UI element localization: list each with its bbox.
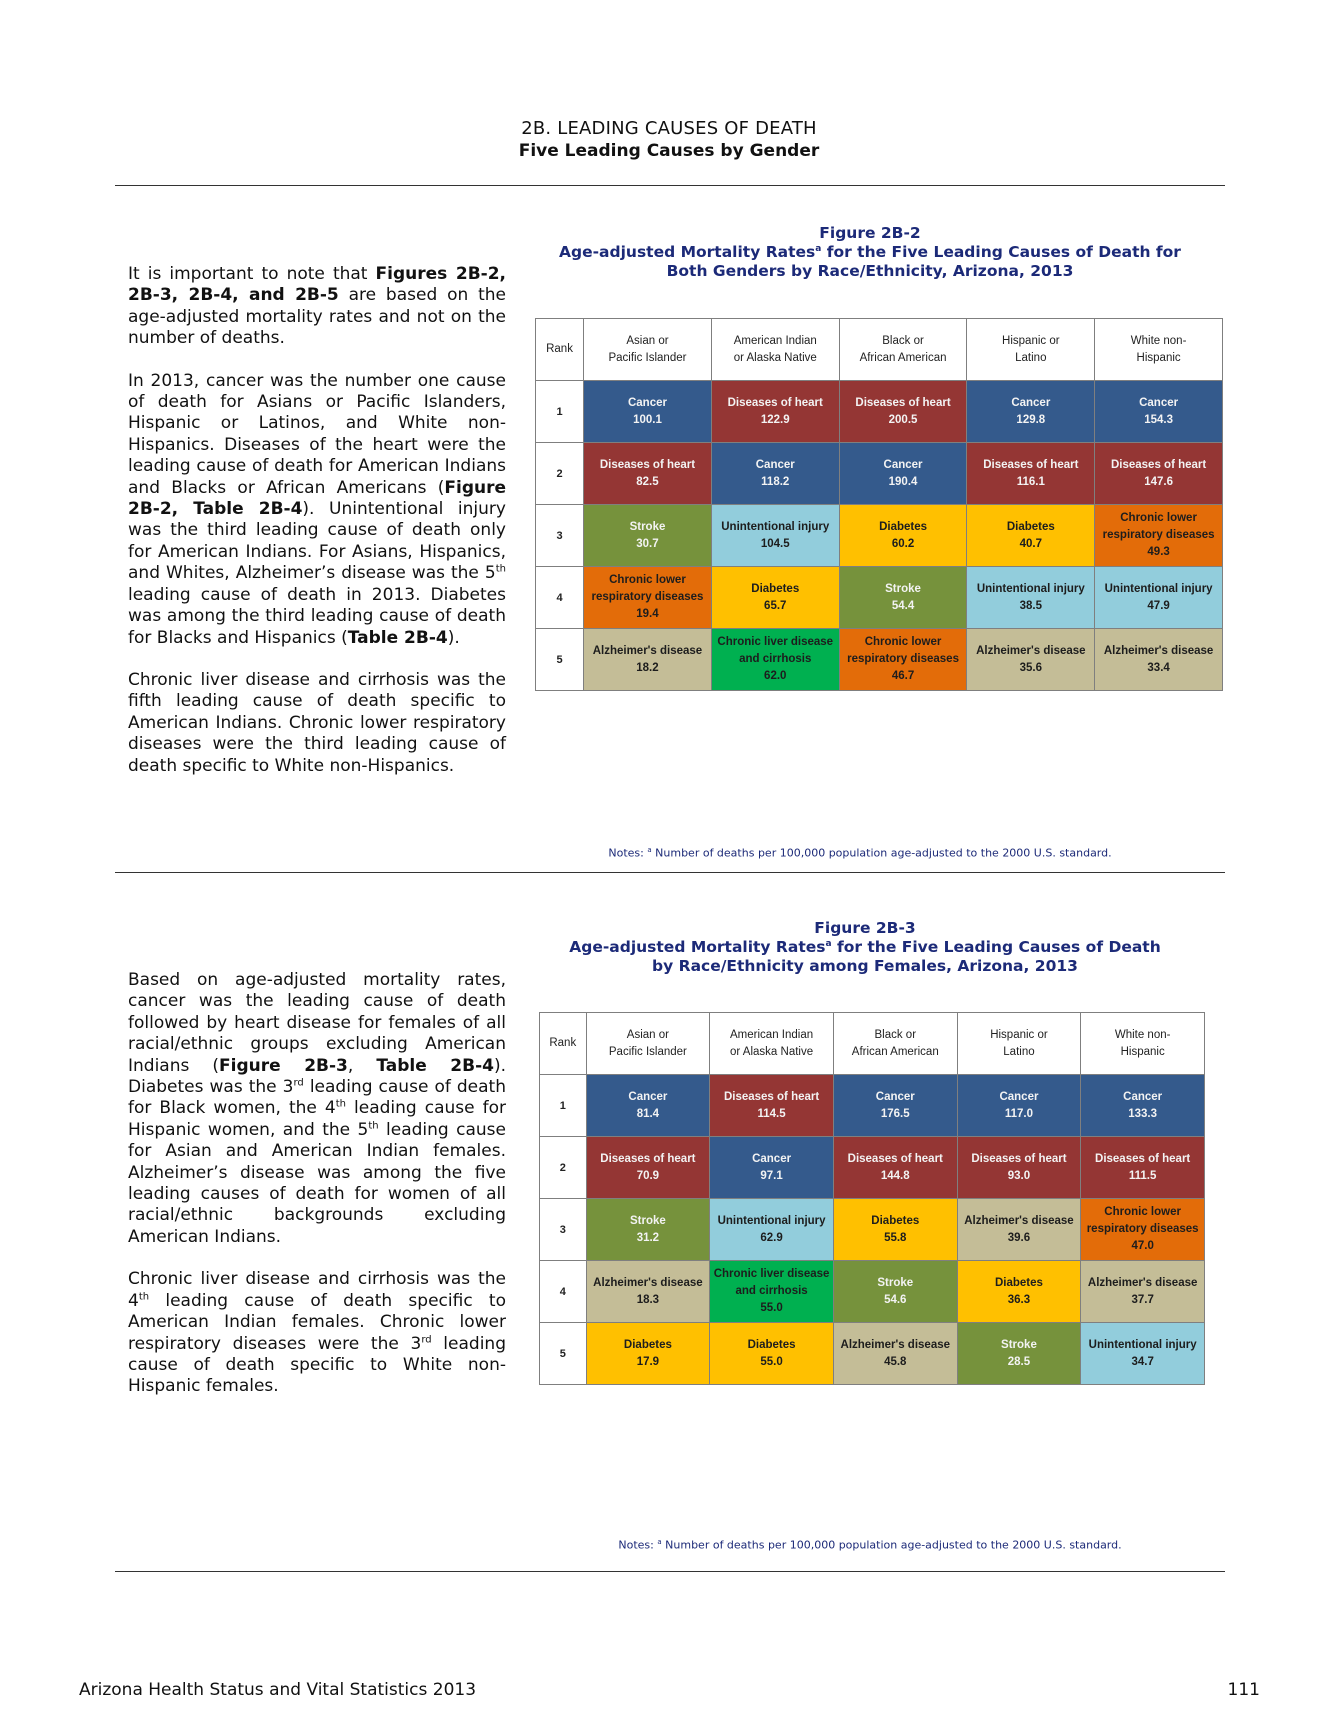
table-row <box>536 381 1223 443</box>
table-row <box>540 1323 1205 1385</box>
cause-cell: Diseases of heart 111.5 <box>1081 1137 1205 1199</box>
cause-cell: Stroke 54.6 <box>833 1261 957 1323</box>
divider <box>115 872 1225 873</box>
cause-cell: Chronic lower respiratory diseases 19.4 <box>584 567 712 629</box>
cause-cell: Cancer 118.2 <box>711 443 839 505</box>
cause-cell: Stroke 31.2 <box>586 1199 710 1261</box>
cause-cell: Diabetes 60.2 <box>839 505 967 567</box>
cause-cell: Chronic lower respiratory diseases 46.7 <box>839 629 967 691</box>
paragraph: Chronic liver disease and cirrhosis was the 4th leading cause of death specific to American Indian females. Chronic lower respiratory diseases were the 3rd leading cause of death specific to White non-Hispanic females. <box>128 1269 506 1397</box>
paragraph: Based on age-adjusted mortality rates, cancer was the leading cause of death followed by heart disease for females of all racial/ethnic groups excluding American Indians (Figure 2B-3, Table 2B-4). Diabetes was the 3rd leading cause of death for Black women, the 4th leading cause for Hispanic women, and the 5th leading cause for Asian and American Indian females. Alzheimer’s disease was among the five leading causes of death for women of all racial/ethnic backgrounds excluding American Indians. <box>128 970 507 1247</box>
column-header: Asian or Pacific Islander <box>584 319 712 381</box>
cause-cell: Cancer 190.4 <box>839 443 967 505</box>
cause-cell: Cancer 133.3 <box>1081 1075 1205 1137</box>
table-row <box>536 567 1223 629</box>
paragraph: It is important to note that Figures 2B-2, 2B-3, 2B-4, and 2B-5 are based on the age-adjusted mortality rates and not on the number of deaths. <box>128 264 507 349</box>
cause-cell: Diseases of heart 200.5 <box>839 381 967 443</box>
rank-cell: 1 <box>540 1075 587 1137</box>
table-row <box>536 505 1223 567</box>
rank-cell: 4 <box>540 1261 587 1323</box>
cause-cell: Diabetes 55.0 <box>710 1323 834 1385</box>
page-number: 111 <box>1227 1680 1260 1700</box>
cause-cell: Alzheimer's disease 33.4 <box>1095 629 1223 691</box>
cause-cell: Cancer 81.4 <box>586 1075 710 1137</box>
section1-text <box>128 264 506 798</box>
cause-cell: Alzheimer's disease 37.7 <box>1081 1261 1205 1323</box>
cause-cell: Alzheimer's disease 18.2 <box>584 629 712 691</box>
cause-cell: Stroke 54.4 <box>839 567 967 629</box>
rank-cell: 1 <box>536 381 584 443</box>
cause-cell: Diseases of heart 122.9 <box>711 381 839 443</box>
cause-cell: Cancer 117.0 <box>957 1075 1081 1137</box>
cause-cell: Diabetes 55.8 <box>833 1199 957 1261</box>
column-header: Hispanic or Latino <box>957 1013 1081 1075</box>
table-row <box>540 1075 1205 1137</box>
cause-cell: Unintentional injury 62.9 <box>710 1199 834 1261</box>
table-row <box>540 1261 1205 1323</box>
column-header: Hispanic or Latino <box>967 319 1095 381</box>
cause-cell: Alzheimer's disease 45.8 <box>833 1323 957 1385</box>
cause-cell: Stroke 28.5 <box>957 1323 1081 1385</box>
cause-cell: Diabetes 65.7 <box>711 567 839 629</box>
cause-cell: Cancer 176.5 <box>833 1075 957 1137</box>
table-row <box>540 1137 1205 1199</box>
figure-2b-2-title: Figure 2B-2 Age-adjusted Mortality Rates$^a$ for the Five Leading Causes of Death for Both Genders by Race/Ethnicity, Arizona, 2013 <box>559 224 1181 280</box>
figure-notes: Notes: $^a$ Number of deaths per 100,000 population age-adjusted to the 2000 U.S. standard. <box>608 846 1112 860</box>
rank-cell: 4 <box>536 567 584 629</box>
rank-cell: 3 <box>536 505 584 567</box>
cause-cell: Unintentional injury 47.9 <box>1095 567 1223 629</box>
rank-cell: 5 <box>536 629 584 691</box>
cause-cell: Diseases of heart 114.5 <box>710 1075 834 1137</box>
column-header: Black or African American <box>839 319 967 381</box>
cause-cell: Diabetes 40.7 <box>967 505 1095 567</box>
paragraph: Chronic liver disease and cirrhosis was the fifth leading cause of death specific to American Indians. Chronic lower respiratory diseases were the third leading cause of death specific to White non-Hispanics. <box>128 669 506 776</box>
cause-cell: Diabetes 17.9 <box>586 1323 710 1385</box>
cause-cell: Chronic lower respiratory diseases 47.0 <box>1081 1199 1205 1261</box>
cause-cell: Diseases of heart 147.6 <box>1095 443 1223 505</box>
figure-2b-3-title: Figure 2B-3 Age-adjusted Mortality Rates$^a$ for the Five Leading Causes of Death by Race/Ethnicity among Females, Arizona, 2013 <box>569 919 1161 975</box>
column-header: White non- Hispanic <box>1081 1013 1205 1075</box>
rank-cell: 2 <box>536 443 584 505</box>
cause-cell: Diseases of heart 116.1 <box>967 443 1095 505</box>
column-header: White non- Hispanic <box>1095 319 1223 381</box>
cause-cell: Diseases of heart 82.5 <box>584 443 712 505</box>
divider <box>115 185 1225 186</box>
section-subtitle: Five Leading Causes by Gender <box>518 141 820 161</box>
cause-cell: Alzheimer's disease 35.6 <box>967 629 1095 691</box>
rank-cell: 2 <box>540 1137 587 1199</box>
cause-cell: Cancer 129.8 <box>967 381 1095 443</box>
cause-cell: Diabetes 36.3 <box>957 1261 1081 1323</box>
rank-header: Rank <box>540 1013 587 1075</box>
cause-cell: Alzheimer's disease 39.6 <box>957 1199 1081 1261</box>
rank-cell: 5 <box>540 1323 587 1385</box>
cause-cell: Unintentional injury 38.5 <box>967 567 1095 629</box>
table-row <box>536 629 1223 691</box>
column-header: American Indian or Alaska Native <box>710 1013 834 1075</box>
section-title: 2B. LEADING CAUSES OF DEATH <box>521 118 817 139</box>
column-header: American Indian or Alaska Native <box>711 319 839 381</box>
cause-cell: Chronic lower respiratory diseases 49.3 <box>1095 505 1223 567</box>
section2-text <box>128 970 506 1419</box>
footer-publication: Arizona Health Status and Vital Statistics 2013 <box>79 1680 477 1700</box>
mortality-table-2b-2 <box>535 318 1223 691</box>
table-row <box>540 1199 1205 1261</box>
rank-header: Rank <box>536 319 584 381</box>
paragraph: In 2013, cancer was the number one cause of death for Asians or Pacific Islanders, Hispanic or Latinos, and White non-Hispanics. Diseases of the heart were the leading cause of death for American Indians and Blacks or African Americans (Figure 2B-2, Table 2B-4). Unintentional injury was the third leading cause of death only for American Indians. For Asians, Hispanics, and Whites, Alzheimer’s disease was the 5th leading cause of death in 2013. Diabetes was among the third leading cause of death for Blacks and Hispanics (Table 2B-4). <box>128 370 506 648</box>
cause-cell: Diseases of heart 144.8 <box>833 1137 957 1199</box>
table-row <box>536 443 1223 505</box>
rank-cell: 3 <box>540 1199 587 1261</box>
cause-cell: Diseases of heart 70.9 <box>586 1137 710 1199</box>
cause-cell: Unintentional injury 104.5 <box>711 505 839 567</box>
cause-cell: Cancer 154.3 <box>1095 381 1223 443</box>
column-header: Asian or Pacific Islander <box>586 1013 710 1075</box>
mortality-table-2b-3 <box>539 1012 1205 1385</box>
cause-cell: Unintentional injury 34.7 <box>1081 1323 1205 1385</box>
divider <box>115 1571 1225 1572</box>
page-header <box>0 118 1338 161</box>
cause-cell: Stroke 30.7 <box>584 505 712 567</box>
cause-cell: Alzheimer's disease 18.3 <box>586 1261 710 1323</box>
cause-cell: Cancer 100.1 <box>584 381 712 443</box>
cause-cell: Chronic liver disease and cirrhosis 62.0 <box>711 629 839 691</box>
cause-cell: Chronic liver disease and cirrhosis 55.0 <box>710 1261 834 1323</box>
cause-cell: Cancer 97.1 <box>710 1137 834 1199</box>
column-header: Black or African American <box>833 1013 957 1075</box>
figure-notes: Notes: $^a$ Number of deaths per 100,000 population age-adjusted to the 2000 U.S. standard. <box>618 1538 1122 1552</box>
cause-cell: Diseases of heart 93.0 <box>957 1137 1081 1199</box>
